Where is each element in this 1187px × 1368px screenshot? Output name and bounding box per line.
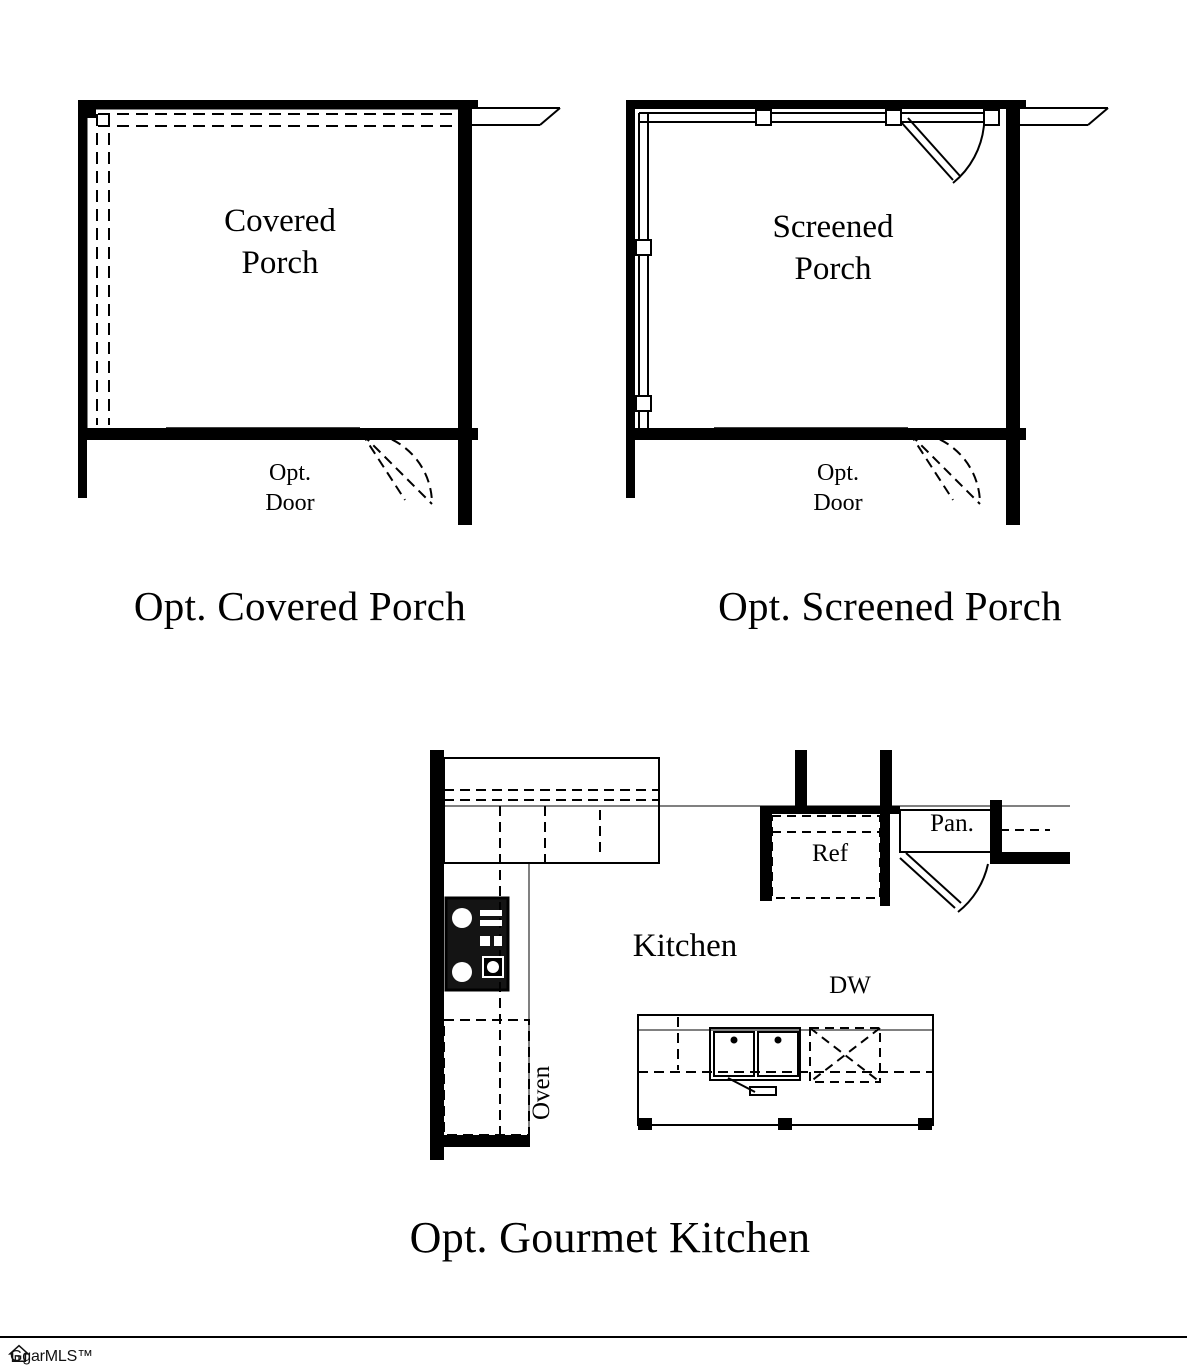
plan-title-screened-porch: Opt. Screened Porch	[718, 583, 1062, 629]
plan-covered-porch	[60, 80, 580, 540]
screened-porch-label-line2: Porch	[794, 251, 872, 288]
plan-title-gourmet-kitchen: Opt. Gourmet Kitchen	[409, 1213, 811, 1262]
screened-porch-door-line2: Door	[813, 490, 863, 516]
oven-label-text: Oven	[528, 1065, 555, 1120]
screened-porch-room-label	[688, 206, 978, 290]
covered-porch-label-line1: Covered	[224, 203, 336, 239]
refrigerator-label: Ref	[811, 840, 849, 867]
plan-gourmet-kitchen	[410, 740, 1070, 1180]
covered-porch-room-label	[140, 200, 420, 284]
footer-divider	[0, 1336, 1187, 1338]
screened-porch-door-label	[778, 458, 898, 518]
covered-porch-door-label	[230, 458, 350, 518]
screened-porch-door-line1: Opt.	[817, 460, 859, 486]
covered-porch-door-line2: Door	[265, 490, 315, 516]
plan-screened-porch	[608, 80, 1168, 540]
screened-porch-label-line1: Screened	[772, 209, 894, 245]
covered-porch-door-line1: Opt.	[269, 460, 311, 486]
pantry-label: Pan.	[930, 810, 974, 837]
kitchen-room-label: Kitchen	[632, 928, 738, 964]
plan-title-covered-porch: Opt. Covered Porch	[133, 583, 467, 629]
dishwasher-label: DW	[829, 972, 871, 999]
footer	[0, 1334, 1187, 1368]
mls-watermark: GgarMLS™	[10, 1348, 93, 1365]
covered-porch-label-line2: Porch	[241, 245, 319, 282]
